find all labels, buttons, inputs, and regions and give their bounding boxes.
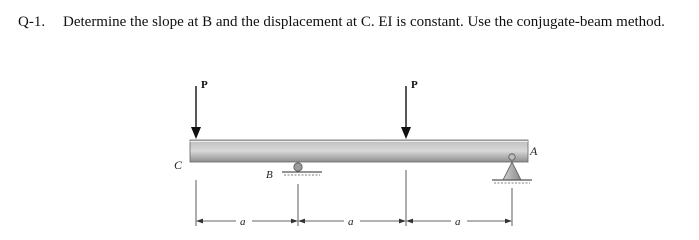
question-number: Q-1. — [18, 14, 46, 30]
point-label-a: A — [530, 144, 538, 158]
load-arrow-left — [191, 86, 201, 139]
question-text: Determine the slope at B and the displacement at C. EI is constant. Use the conjugate-beam method. — [63, 14, 665, 30]
beam — [190, 140, 528, 162]
dimension-line-1 — [196, 219, 298, 224]
span-label-1: a — [240, 216, 246, 228]
point-label-c: C — [174, 158, 183, 172]
span-label-3: a — [455, 216, 461, 228]
load-arrow-right — [401, 86, 411, 139]
point-label-b: B — [266, 169, 273, 181]
roller-support-b — [282, 163, 322, 175]
span-label-2: a — [348, 216, 354, 228]
load-label-right: P — [411, 79, 418, 91]
load-label-left: P — [201, 79, 208, 91]
